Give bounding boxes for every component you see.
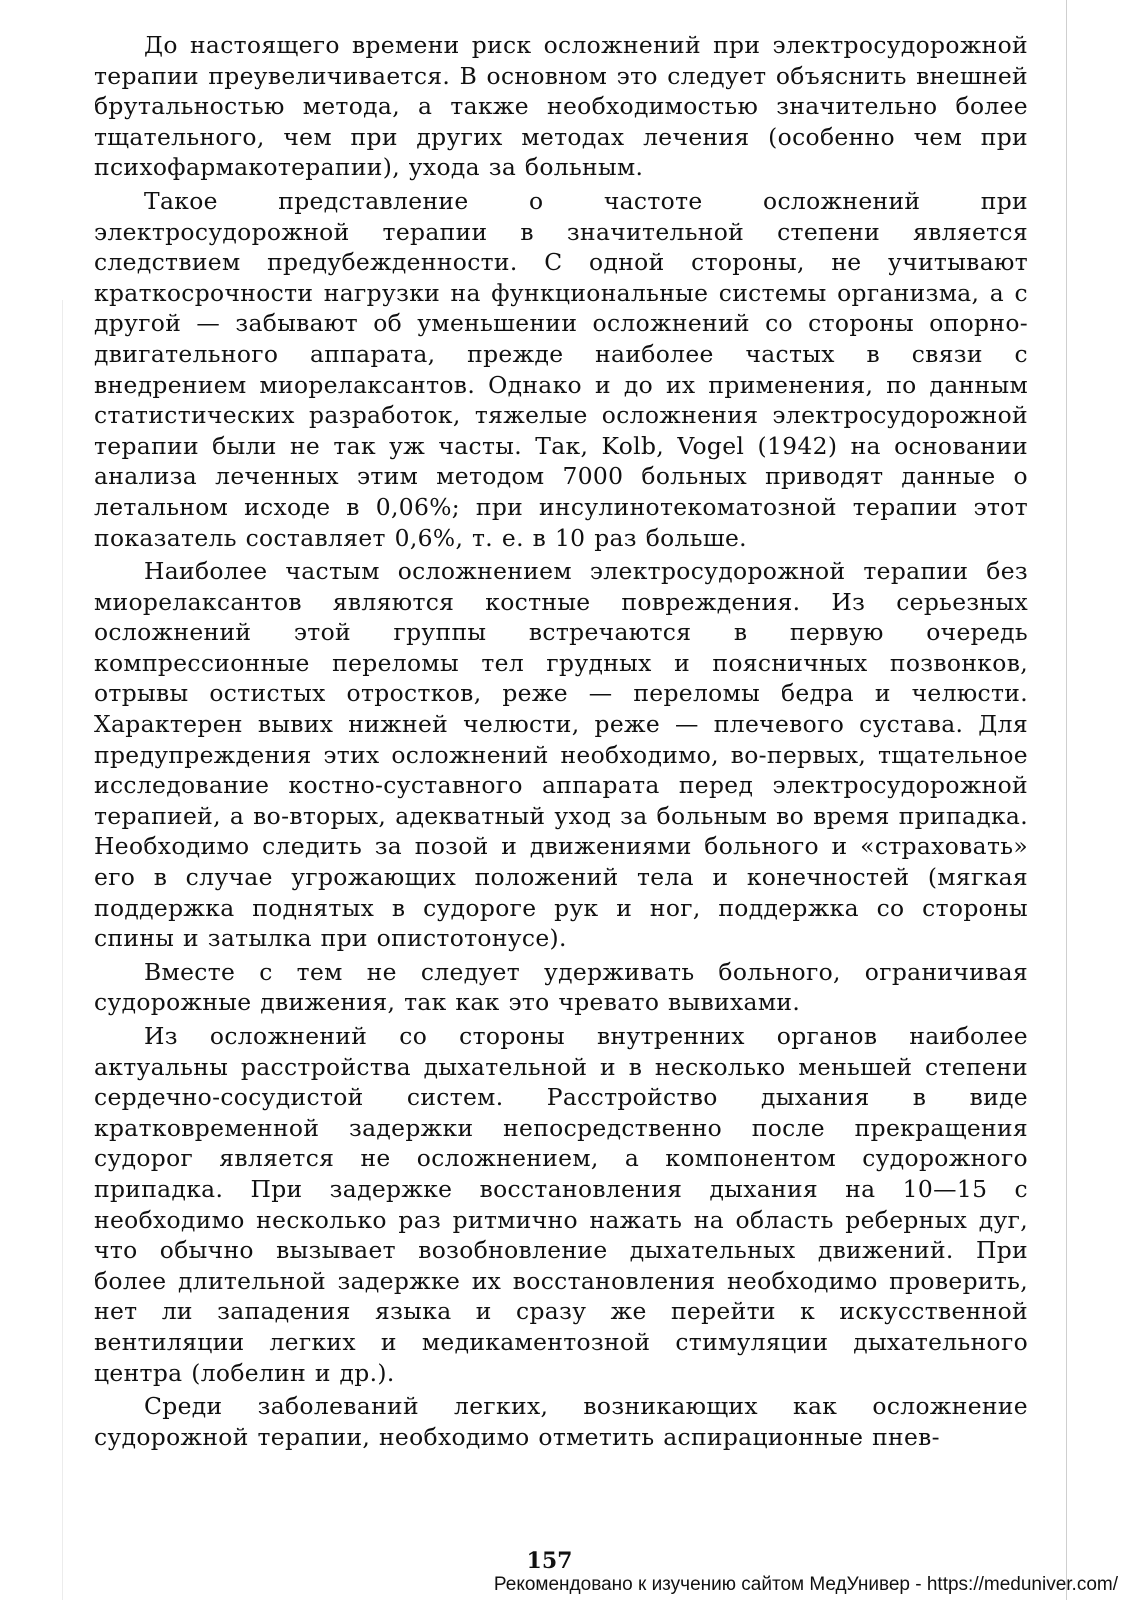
paragraph: Вместе с тем не следует удерживать больного, ограничивая судорожные движения, так как это чревато вывихами. xyxy=(94,957,1028,1017)
paragraph: Среди заболеваний легких, возникающих как осложнение судорожной терапии, необходимо отметить аспирационные пнев- xyxy=(94,1392,1028,1451)
page-number: 157 xyxy=(526,1548,573,1574)
paragraph: Такое представление о частоте осложнений при электросудорожной терапии в значительной степени является следствием предубежденности. С одной стороны, не учитывают краткосрочности нагрузки на функциональные системы организма, а с другой — забывают об уменьшении осложнений со стороны опорно-двигательного аппарата, прежде наиболее частых в связи с внедрением миорелаксантов. Однако и до их применения, по данным статистических разработок, тяжелые осложнения электросудорожной терапии были не так уж часты. Так, Kolb, Vogel (1942) на основании анализа леченных этим методом 7000 больных приводят данные о летальном исходе в 0,06%; при инсулинотекоматозной терапии этот показатель составляет 0,6%, т. е. в 10 раз больше. xyxy=(94,186,1028,552)
body-text xyxy=(94,30,1028,1452)
page-edge-left xyxy=(62,300,63,1600)
paragraph: Наиболее частым осложнением электросудорожной терапии без миорелаксантов являются костные повреждения. Из серьезных осложнений этой группы встречаются в первую очередь компрессионные переломы тел грудных и поясничных позвонков, отрывы остистых отростков, реже — переломы бедра и челюсти. Характерен вывих нижней челюсти, реже — плечевого сустава. Для предупреждения этих осложнений необходимо, во-первых, тщательное исследование костно-суставного аппарата перед электросудорожной терапией, а во-вторых, адекватный уход за больным во время припадка. Необходимо следить за позой и движениями больного и «страховать» его в случае угрожающих положений тела и конечностей (мягкая поддержка поднятых в судороге рук и ног, поддержка со стороны спины и затылка при опистотонусе). xyxy=(94,557,1028,953)
page-edge-right xyxy=(1066,0,1067,1600)
paragraph: До настоящего времени риск осложнений при электросудорожной терапии преувеличивается. В основном это следует объяснить внешней брутальностью метода, а также необходимостью значительно более тщательного, чем при других методах лечения (особенно чем при психофармакотерапии), ухода за больным. xyxy=(94,31,1028,182)
paragraph: Из осложнений со стороны внутренних органов наиболее актуальны расстройства дыхательной и в несколько меньшей степени сердечно-сосудистой систем. Расстройство дыхания в виде кратковременной задержки непосредственно после прекращения судорог является не осложнением, а компонентом судорожного припадка. При задержке восстановления дыхания на 10—15 с необходимо несколько раз ритмично нажать на область реберных дуг, что обычно вызывает возобновление дыхательных движений. При более длительной задержке их восстановления необходимо проверить, нет ли западения языка и сразу же перейти к искусственной вентиляции легких и медикаментозной стимуляции дыхательного центра (лобелин и др.). xyxy=(94,1022,1028,1387)
footer-link[interactable]: Рекомендовано к изучению сайтом МедУнивер - https://meduniver.com/ xyxy=(493,1574,1118,1595)
